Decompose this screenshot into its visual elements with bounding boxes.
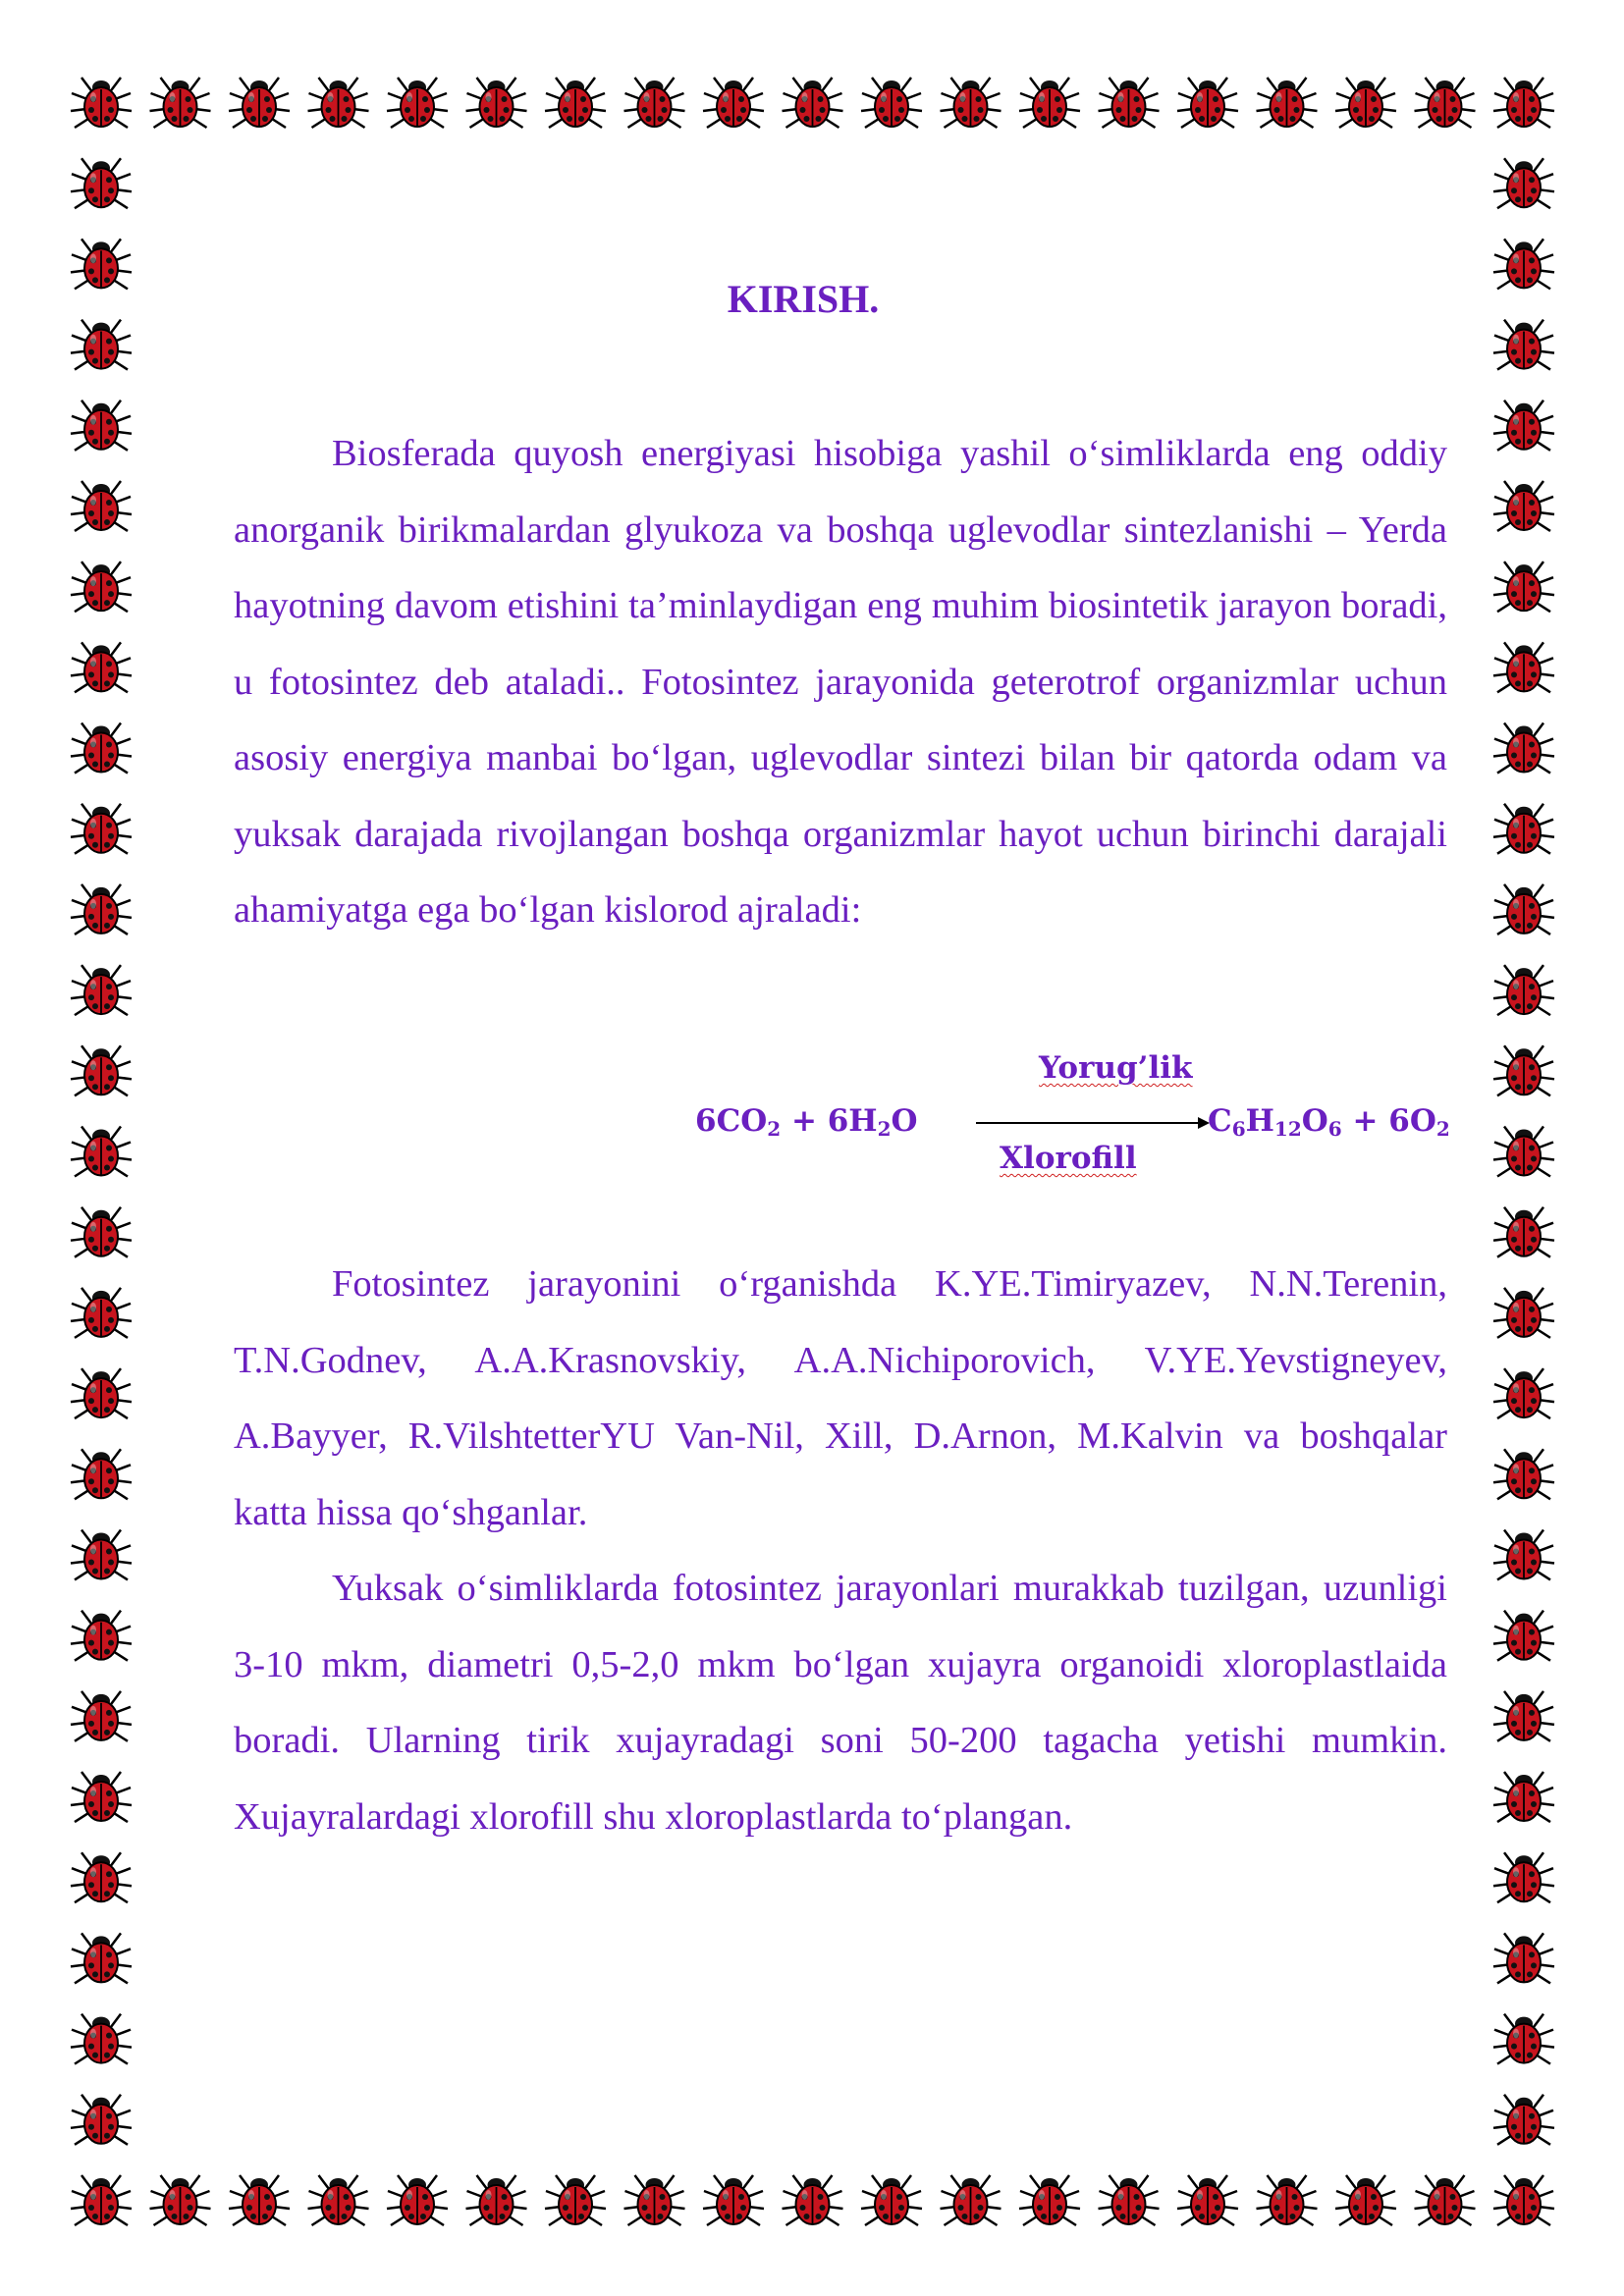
chloroplast-paragraph xyxy=(234,1551,1447,1855)
ladybug-icon xyxy=(1099,2175,1160,2225)
ladybug-icon xyxy=(1493,320,1554,370)
ladybug-icon xyxy=(150,78,211,128)
ladybug-icon xyxy=(466,78,527,128)
ladybug-icon xyxy=(71,561,132,612)
ladybug-icon xyxy=(861,2175,922,2225)
reaction-arrow-icon xyxy=(976,1113,1210,1133)
ladybug-icon xyxy=(229,2175,290,2225)
ladybug-icon xyxy=(1493,78,1554,128)
ladybug-icon xyxy=(1493,884,1554,934)
ladybug-icon xyxy=(1493,1207,1554,1257)
ladybug-icon xyxy=(861,78,922,128)
ladybug-icon xyxy=(71,239,132,289)
ladybug-icon xyxy=(71,2014,132,2064)
intro-paragraph-text: Biosferada quyosh energiyasi hisobiga yashil o‘simliklarda eng oddiy anorganik birikmalardan glyukoza va boshqa uglevodlar sintezlanishi – Yerda hayotning davom etishini ta’minlaydigan eng muhim biosintetik jarayon boradi, u fotosintez deb ataladi.. Fotosintez jarayonida geterotrof organizmlar uchun asosiy energiya manbai bo‘lgan, uglevodlar sintezi bilan bir qatorda odam va yuksak darajada rivojlangan boshqa organizmlar hayot uchun birinchi darajali ahamiyatga ega bo‘lgan kislorod ajraladi: xyxy=(234,433,1447,931)
ladybug-icon xyxy=(1493,804,1554,854)
ladybug-icon xyxy=(1493,481,1554,531)
ladybug-icon xyxy=(71,1691,132,1741)
ladybug-icon xyxy=(387,2175,448,2225)
ladybug-icon xyxy=(71,320,132,370)
ladybug-icon xyxy=(71,78,132,128)
ladybug-icon xyxy=(71,1127,132,1177)
ladybug-icon xyxy=(71,2095,132,2145)
ladybug-icon xyxy=(624,78,685,128)
researchers-paragraph-text: Fotosintez jarayonini o‘rganishda K.YE.Timiryazev, N.N.Terenin, T.N.Godnev, A.A.Krasnovskiy, A.A.Nichiporovich, V.YE.Yevstigneyev, A.Bayyer, R.VilshtetterYU Van-Nil, Xill, D.Arnon, M.Kalvin va boshqalar katta hissa qo‘shganlar. xyxy=(234,1263,1447,1533)
ladybug-icon xyxy=(229,78,290,128)
ladybug-icon xyxy=(545,78,606,128)
ladybug-icon xyxy=(1493,723,1554,774)
ladybug-icon xyxy=(1493,2175,1554,2225)
page-title: KIRISH. xyxy=(727,277,880,321)
ladybug-icon xyxy=(1493,642,1554,692)
ladybug-icon xyxy=(1493,158,1554,208)
ladybug-icon xyxy=(71,2175,132,2225)
ladybug-icon xyxy=(71,1449,132,1499)
ladybug-icon xyxy=(1257,2175,1318,2225)
equation-reactants: $6CO_2 + 6H_2O$ xyxy=(695,1103,918,1141)
ladybug-icon xyxy=(1099,78,1160,128)
ladybug-icon xyxy=(71,1529,132,1579)
ladybug-icon xyxy=(624,2175,685,2225)
ladybug-icon xyxy=(1177,78,1238,128)
ladybug-icon xyxy=(1493,1611,1554,1661)
ladybug-icon xyxy=(783,78,843,128)
ladybug-icon xyxy=(545,2175,606,2225)
ladybug-icon xyxy=(941,78,1001,128)
equation-condition-bottom: Xlorofill xyxy=(1000,1141,1137,1176)
ladybug-icon xyxy=(71,1368,132,1418)
chloroplast-paragraph-text: Yuksak o‘simliklarda fotosintez jarayonlari murakkab tuzilgan, uzunligi 3-10 mkm, diametri 0,5-2,0 mkm bo‘lgan xujayra organoidi xloroplastlaida boradi. Ularning tirik xujayradagi soni 50-200 tagacha yetishi mumkin. Xujayralardagi xlorofill shu xloroplastlarda to‘plangan. xyxy=(234,1568,1447,1838)
ladybug-icon xyxy=(71,884,132,934)
ladybug-icon xyxy=(1493,239,1554,289)
ladybug-icon xyxy=(466,2175,527,2225)
ladybug-icon xyxy=(1493,1045,1554,1095)
ladybug-icon xyxy=(1177,2175,1238,2225)
ladybug-icon xyxy=(71,1852,132,1902)
ladybug-icon xyxy=(308,2175,369,2225)
ladybug-icon xyxy=(71,1207,132,1257)
ladybug-icon xyxy=(1493,1288,1554,1338)
ladybug-icon xyxy=(1415,2175,1476,2225)
ladybug-icon xyxy=(1493,2014,1554,2064)
ladybug-icon xyxy=(1493,1772,1554,1822)
ladybug-icon xyxy=(71,1288,132,1338)
ladybug-icon xyxy=(1493,1449,1554,1499)
photosynthesis-equation xyxy=(695,1050,1481,1198)
ladybug-icon xyxy=(1257,78,1318,128)
researchers-paragraph xyxy=(234,1247,1447,1551)
ladybug-icon xyxy=(941,2175,1001,2225)
ladybug-icon xyxy=(71,642,132,692)
ladybug-icon xyxy=(71,1933,132,1983)
ladybug-icon xyxy=(71,1611,132,1661)
ladybug-icon xyxy=(1335,2175,1396,2225)
ladybug-icon xyxy=(71,965,132,1015)
ladybug-icon xyxy=(71,1045,132,1095)
equation-condition-top: Yorug’lik xyxy=(1039,1050,1193,1086)
ladybug-icon xyxy=(1493,1852,1554,1902)
ladybug-icon xyxy=(1019,78,1080,128)
intro-paragraph xyxy=(234,416,1447,949)
ladybug-icon xyxy=(1493,561,1554,612)
ladybug-icon xyxy=(703,78,764,128)
ladybug-icon xyxy=(71,804,132,854)
ladybug-icon xyxy=(1019,2175,1080,2225)
ladybug-icon xyxy=(1493,1368,1554,1418)
ladybug-icon xyxy=(1493,1127,1554,1177)
ladybug-icon xyxy=(1493,1691,1554,1741)
ladybug-icon xyxy=(71,158,132,208)
ladybug-icon xyxy=(71,723,132,774)
ladybug-icon xyxy=(783,2175,843,2225)
equation-products: $C_6H_{12}O_6 + 6O_2$ xyxy=(1208,1103,1450,1141)
ladybug-icon xyxy=(1493,1529,1554,1579)
ladybug-icon xyxy=(71,400,132,451)
ladybug-icon xyxy=(387,78,448,128)
ladybug-icon xyxy=(71,1772,132,1822)
ladybug-icon xyxy=(71,481,132,531)
ladybug-icon xyxy=(1493,2095,1554,2145)
ladybug-icon xyxy=(1493,1933,1554,1983)
ladybug-icon xyxy=(1415,78,1476,128)
ladybug-icon xyxy=(1493,965,1554,1015)
ladybug-icon xyxy=(1335,78,1396,128)
ladybug-icon xyxy=(308,78,369,128)
ladybug-icon xyxy=(1493,400,1554,451)
ladybug-icon xyxy=(150,2175,211,2225)
ladybug-icon xyxy=(703,2175,764,2225)
